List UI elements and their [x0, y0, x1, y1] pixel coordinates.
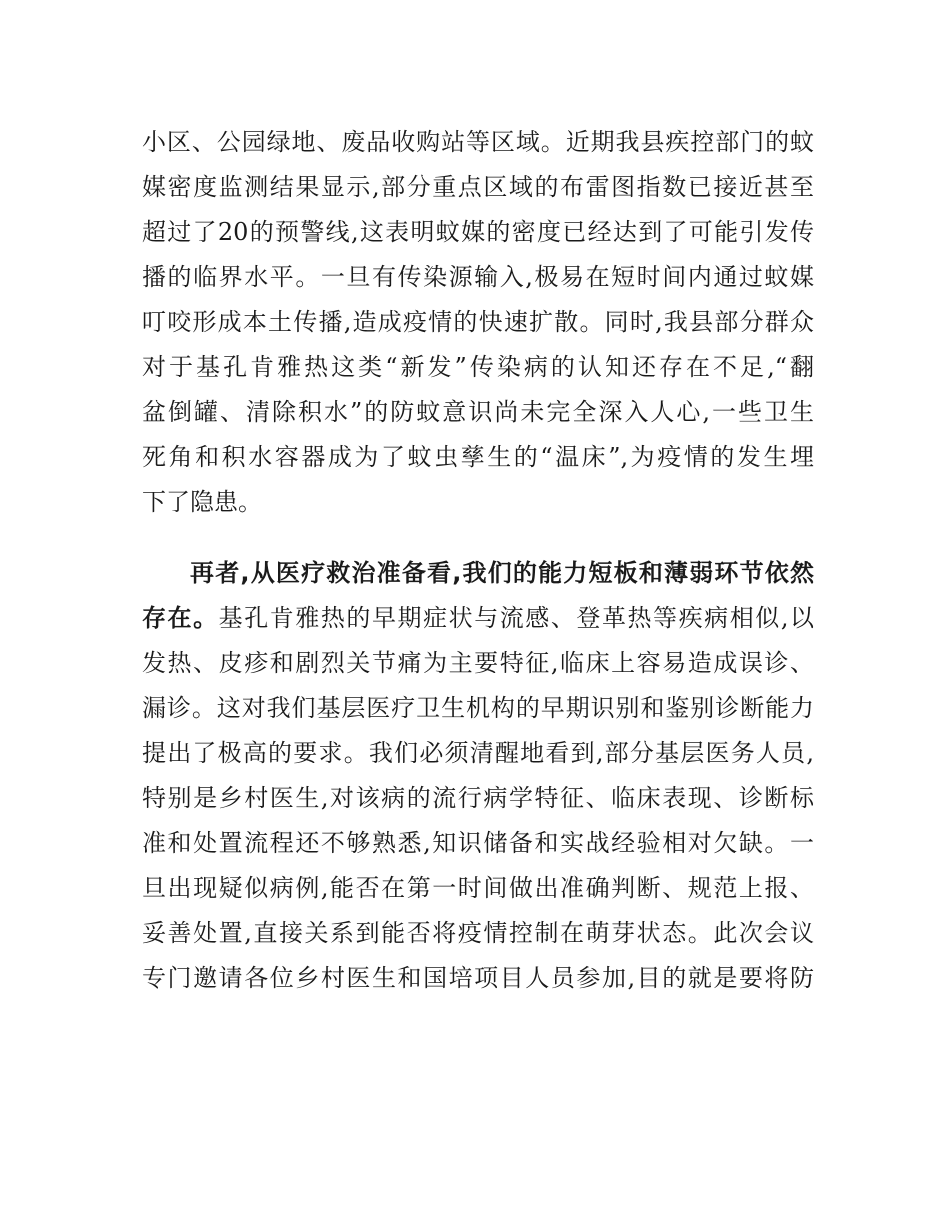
text-line: 媒密度监测结果显示,部分重点区域的布雷图指数已接近甚至 [142, 173, 814, 201]
text-line: 对于基孔肯雅热这类“新发”传染病的认知还存在不足,“翻 [142, 353, 814, 381]
text-line: 特别是乡村医生,对该病的流行病学特征、临床表现、诊断标 [142, 784, 814, 812]
text-line: 妥善处置,直接关系到能否将疫情控制在萌芽状态。此次会议 [142, 919, 814, 947]
text-line: 准和处置流程还不够熟悉,知识储备和实战经验相对欠缺。一 [142, 829, 814, 857]
paragraph-2 [142, 551, 814, 1001]
text-line: 下了隐患。 [142, 488, 262, 516]
text-line: 小区、公园绿地、废品收购站等区域。近期我县疾控部门的蚊 [142, 128, 814, 156]
text-segment: 基孔肯雅热的早期症状与流感、登革热等疾病相似,以 [218, 604, 815, 632]
text-line: 叮咬形成本土传播,造成疫情的快速扩散。同时,我县部分群众 [142, 308, 814, 336]
text-line: 盆倒罐、清除积水”的防蚊意识尚未完全深入人心,一些卫生 [142, 398, 814, 426]
document-body [142, 120, 814, 1001]
text-line: 发热、皮疹和剧烈关节痛为主要特征,临床上容易造成误诊、 [142, 649, 814, 677]
lead-sentence-line: 再者,从医疗救治准备看,我们的能力短板和薄弱环节依然 [190, 559, 814, 587]
text-line: 提出了极高的要求。我们必须清醒地看到,部分基层医务人员, [142, 739, 814, 767]
lead-sentence-tail: 存在。 [142, 604, 219, 632]
paragraph-1 [142, 120, 814, 525]
text-line: 死角和积水容器成为了蚊虫孳生的“温床”,为疫情的发生埋 [142, 443, 814, 471]
text-line [142, 596, 814, 641]
paragraph-gap [142, 525, 814, 551]
text-line: 超过了20的预警线,这表明蚊媒的密度已经达到了可能引发传 [142, 218, 814, 246]
text-line: 播的临界水平。一旦有传染源输入,极易在短时间内通过蚊媒 [142, 263, 814, 291]
text-line: 专门邀请各位乡村医生和国培项目人员参加,目的就是要将防 [142, 964, 814, 992]
text-line: 漏诊。这对我们基层医疗卫生机构的早期识别和鉴别诊断能力 [142, 694, 814, 722]
text-line: 旦出现疑似病例,能否在第一时间做出准确判断、规范上报、 [142, 874, 814, 902]
